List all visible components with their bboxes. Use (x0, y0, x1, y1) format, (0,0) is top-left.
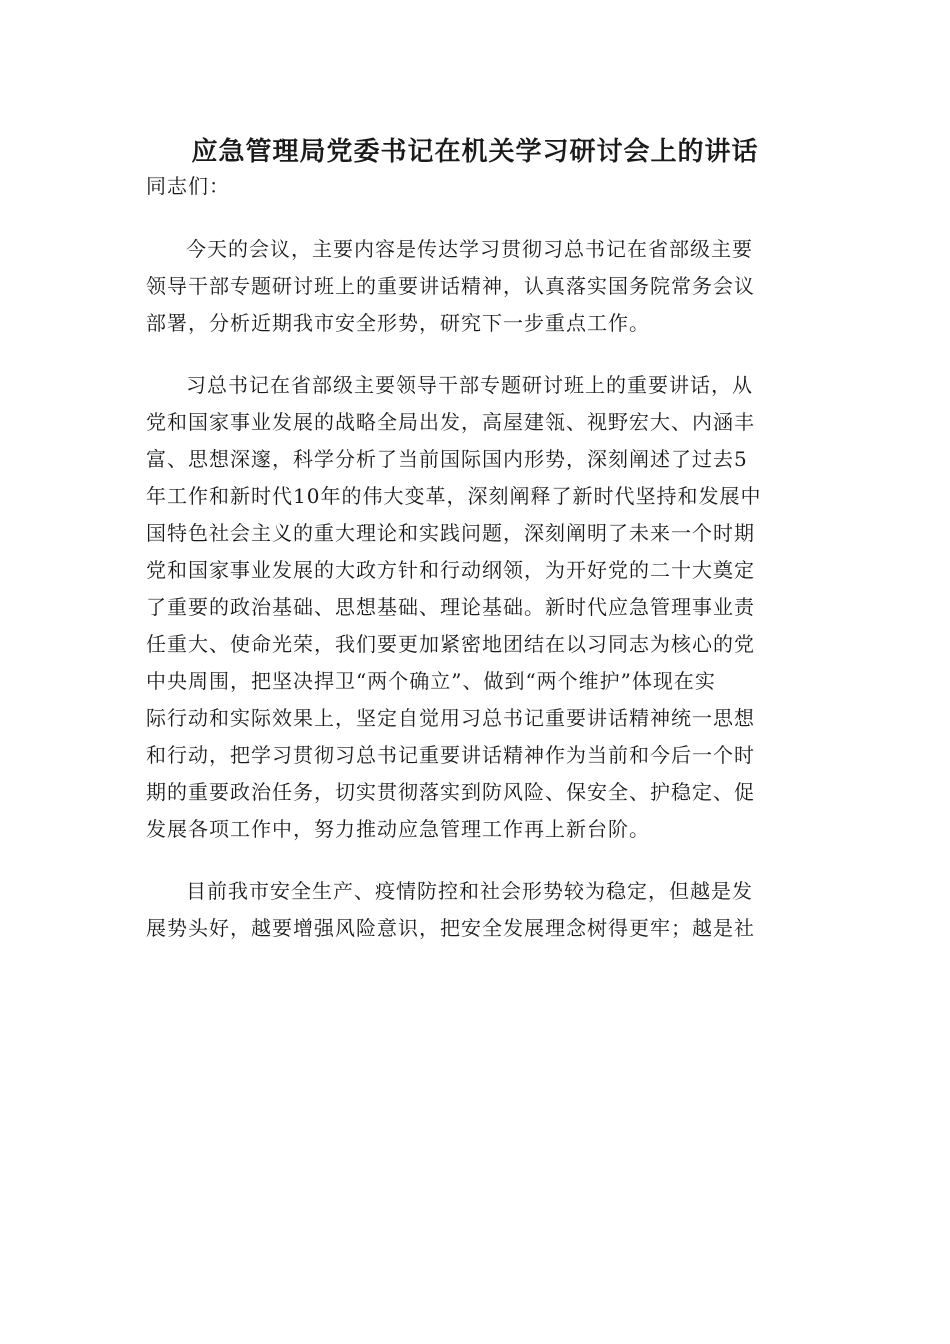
paragraph-line: 领导干部专题研讨班上的重要讲话精神，认真落实国务院常务会议 (146, 274, 755, 298)
paragraph-1 (146, 231, 806, 342)
paragraph-line: 党和国家事业发展的战略全局出发，高屋建瓴、视野宏大、内涵丰 (146, 410, 755, 434)
document-title: 应急管理局党委书记在机关学习研讨会上的讲话 (191, 137, 759, 167)
paragraph-line: 部署，分析近期我市安全形势，研究下一步重点工作。 (146, 311, 650, 335)
paragraph-line: 中央周围，把坚决捍卫“两个确立”、做到“两个维护”体现在实 (146, 669, 716, 693)
paragraph-line: 和行动，把学习贯彻习总书记重要讲话精神作为当前和今后一个时 (146, 743, 755, 767)
paragraph-line: 国特色社会主义的重大理论和实践问题，深刻阐明了未来一个时期 (146, 521, 755, 545)
paragraph-2 (146, 367, 806, 848)
paragraph-line: 发展各项工作中，努力推动应急管理工作再上新台阶。 (146, 817, 650, 841)
paragraph-line: 期的重要政治任务，切实贯彻落实到防风险、保安全、护稳定、促 (146, 780, 755, 804)
paragraph-line: 展势头好，越要增强风险意识，把安全发展理念树得更牢；越是社 (146, 916, 755, 940)
paragraph-line: 富、思想深邃，科学分析了当前国际国内形势，深刻阐述了过去5 (146, 447, 748, 471)
paragraph-3 (146, 873, 806, 947)
salutation: 同志们： (146, 174, 230, 198)
paragraph-line: 目前我市安全生产、疫情防控和社会形势较为稳定，但越是发 (186, 879, 753, 903)
paragraph-line: 了重要的政治基础、思想基础、理论基础。新时代应急管理事业责 (146, 595, 755, 619)
paragraph-line: 际行动和实际效果上，坚定自觉用习总书记重要讲话精神统一思想 (146, 706, 755, 730)
document-body (146, 168, 806, 947)
paragraph-line: 任重大、使命光荣，我们要更加紧密地团结在以习同志为核心的党 (146, 632, 755, 656)
paragraph-line: 今天的会议，主要内容是传达学习贯彻习总书记在省部级主要 (186, 237, 753, 261)
paragraph-line: 党和国家事业发展的大政方针和行动纲领，为开好党的二十大奠定 (146, 558, 755, 582)
paragraph-line: 习总书记在省部级主要领导干部专题研讨班上的重要讲话，从 (186, 373, 753, 397)
paragraph-line: 年工作和新时代10年的伟大变革，深刻阐释了新时代坚持和发展中 (146, 484, 762, 508)
